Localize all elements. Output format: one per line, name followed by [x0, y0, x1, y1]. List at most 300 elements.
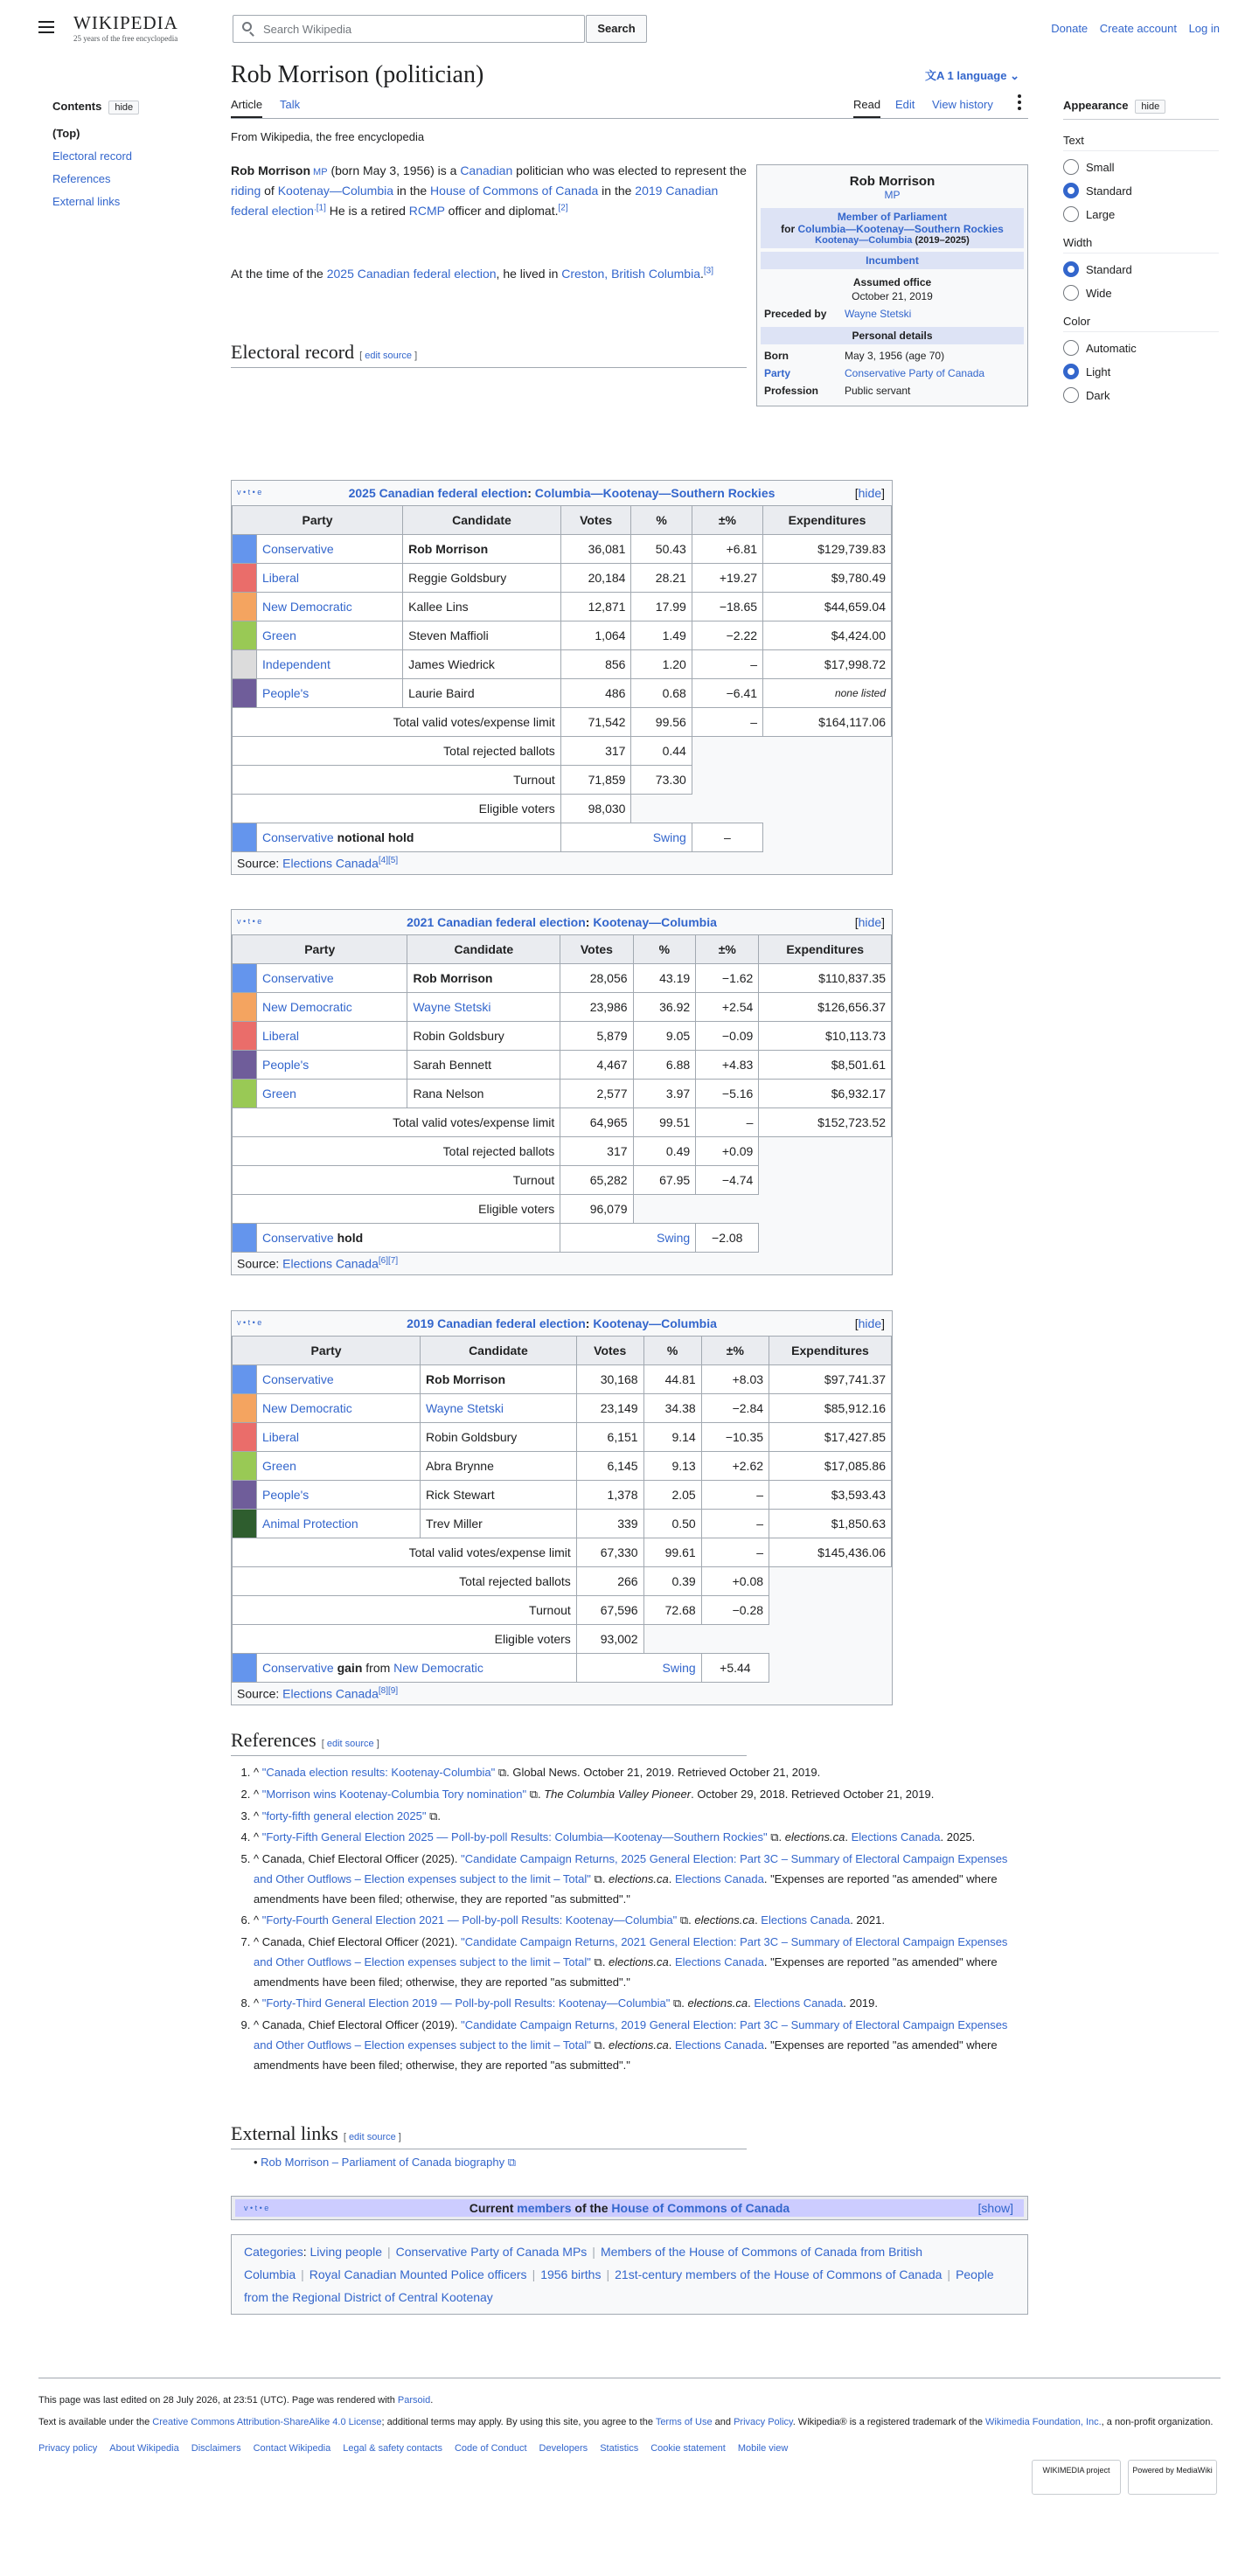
office-title[interactable]: Member of Parliament: [837, 211, 948, 223]
column-header: Votes: [560, 935, 633, 964]
edit-section-link[interactable]: [ edit source ]: [321, 1739, 379, 1749]
totals-expenditures: [763, 737, 892, 766]
totals-change: [692, 766, 762, 795]
result-party[interactable]: Conservative: [262, 1661, 334, 1675]
votes: 36,081: [560, 535, 631, 564]
radio-icon[interactable]: [1063, 261, 1079, 277]
toc-hide-button[interactable]: hide: [108, 101, 139, 115]
riding-link[interactable]: Kootenay—Columbia: [593, 1316, 717, 1330]
totals-change: [692, 737, 762, 766]
radio-icon[interactable]: [1063, 340, 1079, 356]
inline-link[interactable]: 2025 Canadian federal election: [326, 267, 497, 281]
change: +4.83: [696, 1051, 759, 1080]
search-input[interactable]: Search Wikipedia: [233, 15, 585, 43]
totals-change: −4.74: [696, 1166, 759, 1195]
width-option[interactable]: [1063, 261, 1219, 277]
text-size-option[interactable]: [1063, 183, 1219, 198]
toc-item-electoral-record[interactable]: Electoral record: [52, 149, 133, 163]
inline-link[interactable]: "Forty-Third General Election 2019 — Poll-by-poll Results: Kootenay—Columbia": [261, 1996, 671, 2010]
percent: 3.97: [633, 1080, 696, 1108]
party-name[interactable]: Independent: [257, 650, 403, 679]
citation-ref[interactable]: [3]: [703, 266, 714, 276]
footer-link[interactable]: Contact Wikipedia: [253, 2443, 331, 2454]
party-name[interactable]: Liberal: [257, 1022, 407, 1051]
italic-text: elections.ca: [784, 1830, 845, 1844]
create-account-link[interactable]: Create account: [1099, 22, 1177, 35]
bracket: ]: [881, 486, 885, 500]
caption-title: [349, 486, 776, 500]
totals-percent: 73.30: [631, 766, 692, 795]
inline-link[interactable]: Privacy Policy: [734, 2416, 793, 2427]
inline-link[interactable]: Elections Canada: [754, 1996, 844, 2010]
totals-row: [233, 1108, 892, 1137]
party-name[interactable]: Green: [257, 1452, 421, 1481]
donate-link[interactable]: Donate: [1051, 22, 1089, 35]
inline-link[interactable]: riding: [231, 184, 261, 198]
votes: 12,871: [560, 593, 631, 621]
result-row: [233, 823, 892, 852]
infobox-mp[interactable]: MP: [884, 189, 901, 201]
footer-link[interactable]: Mobile view: [737, 2443, 789, 2454]
vte-links[interactable]: v • t • e: [237, 917, 262, 926]
inline-link[interactable]: "Candidate Campaign Returns, 2025 General Election: Part 3C – Summary of Electoral Campaign Expenses and Other Outflows – Election expenses subject to the limit – Total": [254, 1852, 1008, 1885]
hide-toggle[interactable]: [855, 915, 885, 929]
separator: |: [592, 2245, 595, 2259]
percent: 43.19: [633, 964, 696, 993]
text-run: ^ Canada, Chief Electoral Officer (2025).: [254, 1852, 462, 1865]
vte-links[interactable]: v • t • e: [237, 1318, 262, 1327]
language-button[interactable]: [925, 66, 1019, 83]
appearance-hide-button[interactable]: hide: [1135, 100, 1165, 114]
inline-link[interactable]: Creston, British Columbia: [561, 267, 700, 281]
swing-link[interactable]: Swing: [560, 823, 692, 852]
expenditures: $8,501.61: [759, 1051, 892, 1080]
inline-link[interactable]: RCMP: [408, 204, 445, 219]
party-name[interactable]: New Democratic: [257, 1394, 421, 1423]
section-heading-references: [231, 1729, 747, 1756]
source-refs[interactable]: [4][5]: [378, 856, 399, 865]
preceded-link[interactable]: Wayne Stetski: [845, 308, 912, 320]
inline-link[interactable]: Creative Commons Attribution-ShareAlike 4.0 License: [152, 2416, 382, 2427]
reference-item: [254, 1911, 1028, 1931]
hide-label[interactable]: hide: [858, 915, 882, 929]
text-run: He is a retired: [325, 204, 409, 219]
radio-icon[interactable]: [1063, 285, 1079, 301]
color-option[interactable]: [1063, 364, 1219, 379]
text-size-option[interactable]: [1063, 206, 1219, 222]
text-run: of: [261, 184, 278, 198]
categories-colon: :: [303, 2245, 310, 2259]
radio-label: Small: [1086, 160, 1115, 174]
change: −0.09: [696, 1022, 759, 1051]
predecessor-years: (2019–2025): [915, 235, 970, 246]
result-from-party[interactable]: New Democratic: [393, 1661, 483, 1675]
footer-link[interactable]: Legal & safety contacts: [343, 2443, 442, 2454]
result-outcome: hold: [385, 830, 414, 844]
party-color-swatch: [233, 679, 257, 708]
election-table-caption: [232, 910, 892, 934]
radio-icon[interactable]: [1063, 364, 1079, 379]
edit-section-link[interactable]: [ edit source ]: [359, 351, 418, 361]
caption-title: [407, 1316, 717, 1330]
percent: 0.68: [631, 679, 692, 708]
text-run: ⧉.: [670, 1996, 688, 2010]
text-run: ⧉.: [590, 1871, 609, 1885]
post-nominal[interactable]: MP: [310, 167, 328, 177]
inline-link[interactable]: Elections Canada: [851, 1830, 941, 1844]
totals-label: Total rejected ballots: [233, 1137, 560, 1166]
tab-read[interactable]: Read: [853, 98, 880, 118]
candidate-name[interactable]: Wayne Stetski: [421, 1394, 577, 1423]
radio-icon[interactable]: [1063, 183, 1079, 198]
inline-link[interactable]: Canadian: [460, 163, 513, 177]
table-row: [233, 621, 892, 650]
change: −10.35: [701, 1423, 769, 1452]
party-name[interactable]: Conservative: [257, 1365, 421, 1394]
caption-separator: :: [585, 1316, 594, 1330]
inline-link[interactable]: "Candidate Campaign Returns, 2019 General Election: Part 3C – Summary of Electoral Campaign Expenses and Other Outflows – Election expenses subject to the limit – Total": [254, 2018, 1008, 2052]
tab-talk[interactable]: Talk: [280, 98, 301, 111]
reference-item: [254, 1850, 1028, 1909]
inline-link[interactable]: Wikimedia Foundation, Inc.: [985, 2416, 1102, 2427]
change: –: [701, 1481, 769, 1510]
percent: 1.20: [631, 650, 692, 679]
login-link[interactable]: Log in: [1188, 22, 1220, 35]
hide-label[interactable]: hide: [858, 1316, 882, 1330]
inline-link[interactable]: "Canada election results: Kootenay-Columbia": [261, 1766, 496, 1779]
candidate-name[interactable]: Wayne Stetski: [407, 993, 560, 1022]
page-tabs: [231, 91, 1028, 119]
expenditures: none listed: [763, 679, 892, 708]
color-option[interactable]: [1063, 387, 1219, 403]
reference-item: [254, 1763, 1028, 1783]
percent: 9.05: [633, 1022, 696, 1051]
text-run: ^: [254, 1809, 262, 1823]
source-link[interactable]: Elections Canada: [282, 856, 379, 871]
user-links: [1042, 22, 1220, 35]
votes: 6,151: [576, 1423, 643, 1452]
totals-change: –: [696, 1108, 759, 1137]
totals-votes: 266: [576, 1567, 643, 1596]
result-row: [233, 1654, 892, 1683]
votes: 1,064: [560, 621, 631, 650]
edit-section-link[interactable]: [ edit source ]: [343, 2132, 401, 2142]
totals-row: [233, 795, 892, 823]
mediawiki-badge[interactable]: Powered by MediaWiki: [1128, 2460, 1217, 2495]
filler: [759, 1224, 892, 1253]
hide-toggle[interactable]: [855, 1316, 885, 1330]
more-options-icon[interactable]: [1018, 94, 1021, 113]
totals-votes: 96,079: [560, 1195, 633, 1224]
hide-toggle[interactable]: [855, 486, 885, 500]
italic-text: elections.ca: [694, 1913, 755, 1927]
source-link[interactable]: Elections Canada: [282, 1256, 379, 1271]
navbox-show-button[interactable]: [show]: [977, 2201, 1013, 2215]
width-option[interactable]: [1063, 285, 1219, 301]
text-run: .: [700, 267, 704, 281]
radio-icon[interactable]: [1063, 387, 1079, 403]
separator: |: [387, 2245, 391, 2259]
search-button[interactable]: Search: [586, 15, 647, 43]
color-option[interactable]: [1063, 340, 1219, 356]
category-link[interactable]: People from the Regional District of Central Kootenay: [244, 2267, 994, 2304]
citation-ref[interactable]: [2]: [558, 203, 568, 213]
election-link[interactable]: 2025 Canadian federal election: [348, 486, 528, 500]
party-name[interactable]: Conservative: [257, 964, 407, 993]
inline-link[interactable]: Terms of Use: [655, 2416, 713, 2427]
text-run: ^: [254, 1766, 262, 1779]
result-party[interactable]: Conservative: [262, 1231, 334, 1245]
text-run: ^: [254, 1913, 262, 1927]
party-name[interactable]: People's: [257, 1481, 421, 1510]
change: +6.81: [692, 535, 762, 564]
party-name[interactable]: New Democratic: [257, 993, 407, 1022]
incumbent-label[interactable]: Incumbent: [761, 252, 1024, 269]
totals-expenditures: [769, 1596, 892, 1625]
footer-link[interactable]: Privacy policy: [38, 2443, 98, 2454]
edit-source-label: edit source: [348, 2132, 396, 2142]
expenditures: $9,780.49: [763, 564, 892, 593]
external-link[interactable]: Rob Morrison – Parliament of Canada biography: [261, 2156, 505, 2169]
inline-link[interactable]: "Candidate Campaign Returns, 2021 General Election: Part 3C – Summary of Electoral Campaign Expenses and Other Outflows – Election expenses subject to the limit – Total": [254, 1935, 1008, 1968]
appearance-header: [1063, 99, 1219, 120]
personal-details-header: Personal details: [761, 327, 1024, 344]
votes: 2,577: [560, 1080, 633, 1108]
candidate-name: Kallee Lins: [403, 593, 561, 621]
logo-tagline: 25 years of the free encyclopedia: [73, 34, 178, 43]
category-link[interactable]: Conservative Party of Canada MPs: [395, 2245, 588, 2259]
source-refs[interactable]: [8][9]: [378, 1686, 399, 1696]
party-name[interactable]: New Democratic: [257, 593, 403, 621]
swing-value: –: [692, 823, 762, 852]
table-row: [233, 1051, 892, 1080]
radio-label: Light: [1086, 365, 1111, 378]
votes: 23,986: [560, 993, 633, 1022]
totals-label: Turnout: [233, 766, 561, 795]
citation-ref[interactable]: .[1]: [313, 203, 326, 213]
expenditures: $10,113.73: [759, 1022, 892, 1051]
party-name[interactable]: Conservative: [257, 535, 403, 564]
totals-change: −0.28: [701, 1596, 769, 1625]
party-color-swatch: [233, 1510, 257, 1538]
source-refs[interactable]: [6][7]: [378, 1256, 399, 1266]
percent: 6.88: [633, 1051, 696, 1080]
table-row: [233, 1394, 892, 1423]
table-row: [233, 1452, 892, 1481]
predecessor-riding-link[interactable]: Kootenay—Columbia: [815, 235, 913, 246]
result-qualifier: notional: [333, 830, 386, 844]
reference-item: [254, 1994, 1028, 2014]
footer-link[interactable]: About Wikipedia: [109, 2443, 179, 2454]
chevron-down-icon: ⌄: [1006, 69, 1019, 82]
party-row: [761, 367, 1024, 379]
text-run: and: [712, 2416, 734, 2427]
filler: [631, 795, 892, 823]
party-color-swatch: [233, 593, 257, 621]
party-name[interactable]: People's: [257, 679, 403, 708]
totals-label: Total valid votes/expense limit: [233, 1108, 560, 1137]
totals-expenditures: [759, 1137, 892, 1166]
categories-label[interactable]: Categories: [244, 2245, 303, 2259]
totals-change: +0.08: [701, 1567, 769, 1596]
text-run: , a non-profit organization.: [1101, 2416, 1214, 2427]
text-run: .: [668, 1955, 675, 1968]
party-name[interactable]: Liberal: [257, 1423, 421, 1452]
inline-link[interactable]: "Morrison wins Kootenay-Columbia Tory nomination": [261, 1787, 527, 1801]
navbox: [231, 2196, 1028, 2220]
party-name[interactable]: Green: [257, 621, 403, 650]
party-name[interactable]: People's: [257, 1051, 407, 1080]
totals-votes: 71,542: [560, 708, 631, 737]
party-name[interactable]: Animal Protection: [257, 1510, 421, 1538]
percent: 34.38: [643, 1394, 701, 1423]
expenditures: $126,656.37: [759, 993, 892, 1022]
result-party[interactable]: Conservative: [262, 830, 334, 844]
navbox-vte-links[interactable]: v • t • e: [244, 2204, 269, 2212]
inline-link[interactable]: "forty-fifth general election 2025": [261, 1809, 427, 1823]
wikipedia-logo[interactable]: [73, 12, 178, 43]
radio-label: Dark: [1086, 388, 1110, 402]
page-title: Rob Morrison (politician): [231, 61, 484, 88]
appearance-panel: [1063, 99, 1219, 403]
party-name[interactable]: Green: [257, 1080, 407, 1108]
footer-link[interactable]: Code of Conduct: [454, 2443, 527, 2454]
swing-link[interactable]: Swing: [576, 1654, 701, 1683]
separator: |: [532, 2267, 536, 2281]
totals-votes: 71,859: [560, 766, 631, 795]
inline-link[interactable]: Elections Canada: [674, 1955, 764, 1968]
footer-link[interactable]: Disclaimers: [191, 2443, 241, 2454]
section-title: Electoral record: [231, 341, 355, 363]
totals-label: Eligible voters: [233, 1195, 560, 1224]
change: –: [692, 650, 762, 679]
expenditures: $6,932.17: [759, 1080, 892, 1108]
inline-link[interactable]: "Forty-Fourth General Election 2021 — Poll-by-poll Results: Kootenay—Columbia": [261, 1913, 678, 1927]
totals-percent: 0.44: [631, 737, 692, 766]
election-link[interactable]: 2021 Canadian federal election: [407, 915, 586, 929]
column-header: %: [633, 935, 696, 964]
appearance-title: Appearance: [1063, 99, 1129, 112]
source-link[interactable]: Elections Canada: [282, 1686, 379, 1701]
totals-change: +0.09: [696, 1137, 759, 1166]
intro-paragraph-2: [231, 264, 747, 284]
change: −1.62: [696, 964, 759, 993]
tab-view-history[interactable]: View history: [932, 98, 993, 111]
text-run: ⧉.: [526, 1787, 545, 1801]
tab-edit[interactable]: Edit: [895, 98, 915, 111]
inline-link[interactable]: Elections Canada: [674, 2038, 764, 2052]
category-link[interactable]: 1956 births: [540, 2267, 602, 2281]
inline-link[interactable]: 2019 Canadian federal election: [231, 184, 719, 219]
hide-label[interactable]: hide: [858, 486, 882, 500]
parsoid-link[interactable]: Parsoid: [397, 2395, 431, 2406]
text-run: ⧉. Global News. October 21, 2019. Retrieved October 21, 2019.: [495, 1766, 821, 1779]
caption-separator: :: [527, 486, 535, 500]
result-from: from: [362, 1661, 394, 1675]
text-run: .: [668, 2038, 675, 2052]
swing-link[interactable]: Swing: [560, 1224, 696, 1253]
category-link[interactable]: Royal Canadian Mounted Police officers: [309, 2267, 527, 2281]
party-color-swatch: [233, 1481, 257, 1510]
navbox-house-link[interactable]: House of Commons of Canada: [611, 2201, 790, 2215]
radio-icon[interactable]: [1063, 159, 1079, 175]
born-value: May 3, 1956 (age 70): [845, 350, 945, 362]
assumed-office-label: Assumed office: [852, 276, 932, 288]
percent: 9.14: [643, 1423, 701, 1452]
header-row: [233, 506, 892, 535]
totals-votes: 67,596: [576, 1596, 643, 1625]
riding-link[interactable]: Columbia—Kootenay—Southern Rockies: [797, 223, 1004, 235]
footer-link[interactable]: Cookie statement: [650, 2443, 726, 2454]
column-header: Party: [233, 1337, 421, 1365]
text-run: Text is available under the: [38, 2416, 153, 2427]
bracket: [: [854, 486, 859, 500]
filler: [633, 1195, 891, 1224]
source-label: Source:: [237, 1686, 283, 1701]
wikimedia-badge[interactable]: WIKIMEDIA project: [1032, 2460, 1121, 2495]
party-color-swatch: [233, 1365, 257, 1394]
inline-link[interactable]: Elections Canada: [761, 1913, 851, 1927]
inline-link[interactable]: Kootenay—Columbia: [277, 184, 394, 198]
inline-link[interactable]: House of Commons of Canada: [430, 184, 599, 198]
toc-item-external-links[interactable]: External links: [52, 195, 121, 208]
percent: 50.43: [631, 535, 692, 564]
profession-label: Profession: [764, 385, 819, 397]
caption-title: [407, 915, 717, 929]
party-label[interactable]: Party: [764, 367, 791, 379]
expenditures: $17,085.86: [769, 1452, 892, 1481]
category-link[interactable]: Members of the House of Commons of Canada from British Columbia: [244, 2245, 922, 2281]
toc-item-top[interactable]: (Top): [52, 127, 80, 140]
footer-link[interactable]: Developers: [539, 2443, 588, 2454]
totals-percent: 72.68: [643, 1596, 701, 1625]
expenditures: $85,912.16: [769, 1394, 892, 1423]
toc-item-references[interactable]: References: [52, 172, 111, 185]
category-link[interactable]: 21st-century members of the House of Commons of Canada: [615, 2267, 943, 2281]
external-link-item: • Rob Morrison – Parliament of Canada biography ⧉: [254, 2156, 517, 2169]
party-color-swatch: [233, 1394, 257, 1423]
party-color-swatch: [233, 1080, 257, 1108]
translate-icon: 文A: [925, 69, 948, 82]
text-run: . "Expenses are reported "as amended" where amendments have been filed; otherwise, they are reported "as submitted".": [254, 1955, 998, 1989]
change: –: [701, 1510, 769, 1538]
party-link[interactable]: Conservative Party of Canada: [845, 367, 985, 379]
tab-article[interactable]: Article: [231, 98, 262, 118]
text-run: ^ Canada, Chief Electoral Officer (2019).: [254, 2018, 462, 2031]
riding-link[interactable]: Columbia—Kootenay—Southern Rockies: [534, 486, 776, 500]
footer-link[interactable]: Statistics: [600, 2443, 639, 2454]
column-header: Votes: [576, 1337, 643, 1365]
menu-icon[interactable]: [38, 21, 54, 33]
inline-link[interactable]: Elections Canada: [674, 1871, 764, 1885]
category-link[interactable]: Living people: [310, 2245, 382, 2259]
text-size-option[interactable]: [1063, 159, 1219, 175]
vte-links[interactable]: v • t • e: [237, 488, 262, 496]
inline-link[interactable]: "Forty-Fifth General Election 2025 — Poll-by-poll Results: Columbia—Kootenay—Southern Rockies": [261, 1830, 768, 1844]
text-run: ⧉.: [590, 2038, 609, 2052]
candidate-name: Rana Nelson: [407, 1080, 560, 1108]
filler: [643, 1625, 891, 1654]
navbox-members-link[interactable]: members: [517, 2201, 572, 2215]
election-link[interactable]: 2019 Canadian federal election: [407, 1316, 586, 1330]
radio-label: Standard: [1086, 184, 1132, 198]
change: −18.65: [692, 593, 762, 621]
radio-icon[interactable]: [1063, 206, 1079, 222]
language-label: 1 language: [947, 69, 1007, 82]
party-name[interactable]: Liberal: [257, 564, 403, 593]
text-run: ⧉.: [677, 1913, 695, 1927]
riding-link[interactable]: Kootenay—Columbia: [593, 915, 717, 929]
